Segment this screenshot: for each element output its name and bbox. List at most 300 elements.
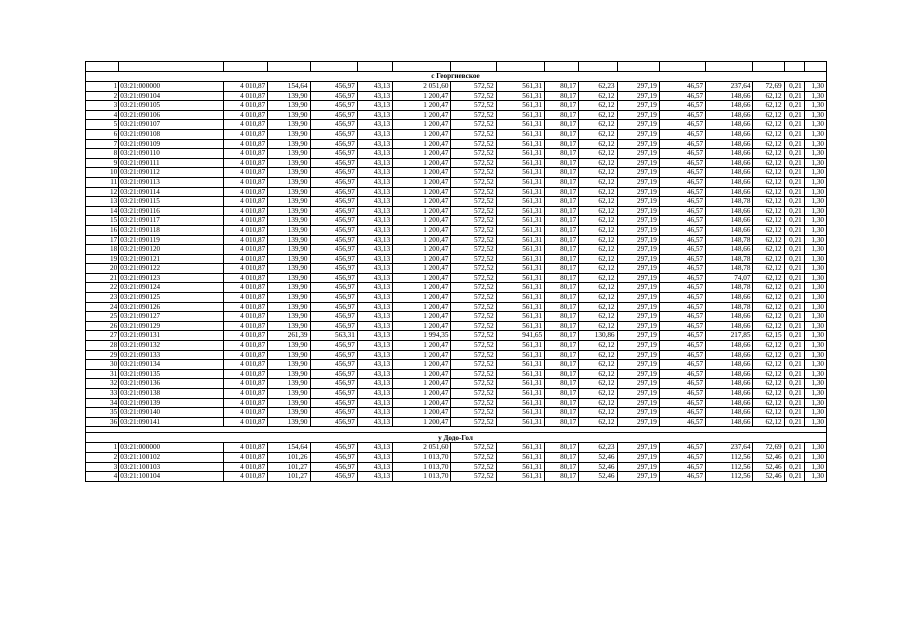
table-row — [86, 321, 827, 331]
value-cell: 62,12 — [753, 187, 784, 197]
table-row — [86, 331, 827, 341]
value-cell: 139,90 — [268, 417, 310, 427]
value-cell: 62,12 — [579, 312, 617, 322]
table-row — [86, 187, 827, 197]
value-cell: 148,78 — [706, 302, 753, 312]
value-cell: 139,90 — [268, 225, 310, 235]
value-cell: 46,57 — [659, 149, 705, 159]
value-cell: 62,12 — [579, 369, 617, 379]
value-cell: 297,19 — [617, 216, 659, 226]
value-cell: 148,66 — [706, 206, 753, 216]
value-cell: 297,19 — [617, 379, 659, 389]
value-cell: 297,19 — [617, 206, 659, 216]
value-cell: 4 010,87 — [223, 417, 267, 427]
value-cell: 62,12 — [753, 235, 784, 245]
value-cell: 456,97 — [310, 302, 357, 312]
value-cell: 4 010,87 — [223, 197, 267, 207]
value-cell: 62,12 — [579, 273, 617, 283]
value-cell: 148,66 — [706, 120, 753, 130]
value-cell: 4 010,87 — [223, 110, 267, 120]
value-cell: 1 200,47 — [393, 389, 451, 399]
value-cell: 43,13 — [357, 216, 392, 226]
value-cell: 561,31 — [496, 443, 544, 453]
value-cell: 572,52 — [451, 168, 496, 178]
value-cell: 297,19 — [617, 341, 659, 351]
value-cell: 1,30 — [804, 254, 826, 264]
value-cell: 297,19 — [617, 360, 659, 370]
value-cell: 456,97 — [310, 398, 357, 408]
row-number: 13 — [86, 197, 119, 207]
value-cell: 1 200,47 — [393, 312, 451, 322]
value-cell: 148,78 — [706, 235, 753, 245]
value-cell: 1 200,47 — [393, 254, 451, 264]
value-cell: 62,12 — [579, 245, 617, 255]
cadastral-code: 03:21:100102 — [119, 452, 224, 462]
value-cell: 572,52 — [451, 158, 496, 168]
value-cell: 572,52 — [451, 293, 496, 303]
value-cell: 80,17 — [545, 187, 579, 197]
value-cell: 0,21 — [784, 216, 804, 226]
value-cell: 148,66 — [706, 139, 753, 149]
value-cell: 561,31 — [496, 82, 544, 92]
header-cell — [268, 62, 310, 72]
tariff-sheet — [85, 61, 827, 482]
value-cell: 1,30 — [804, 149, 826, 159]
row-number: 2 — [86, 91, 119, 101]
value-cell: 297,19 — [617, 350, 659, 360]
row-number: 16 — [86, 225, 119, 235]
cadastral-code: 03:21:000000 — [119, 443, 224, 453]
value-cell: 112,56 — [706, 452, 753, 462]
value-cell: 43,13 — [357, 139, 392, 149]
table-row — [86, 110, 827, 120]
cadastral-code: 03:21:090125 — [119, 293, 224, 303]
table-body — [86, 62, 827, 482]
value-cell: 561,31 — [496, 417, 544, 427]
value-cell: 0,21 — [784, 149, 804, 159]
value-cell: 0,21 — [784, 110, 804, 120]
value-cell: 0,21 — [784, 283, 804, 293]
value-cell: 1,30 — [804, 168, 826, 178]
value-cell: 561,31 — [496, 283, 544, 293]
value-cell: 62,12 — [753, 254, 784, 264]
value-cell: 62,12 — [753, 369, 784, 379]
section-title: с Георгиевское — [86, 72, 827, 82]
value-cell: 0,21 — [784, 120, 804, 130]
row-number: 8 — [86, 149, 119, 159]
value-cell: 1,30 — [804, 369, 826, 379]
value-cell: 80,17 — [545, 168, 579, 178]
value-cell: 139,90 — [268, 139, 310, 149]
value-cell: 297,19 — [617, 101, 659, 111]
value-cell: 43,13 — [357, 101, 392, 111]
value-cell: 572,52 — [451, 273, 496, 283]
value-cell: 80,17 — [545, 360, 579, 370]
cadastral-code: 03:21:090140 — [119, 408, 224, 418]
value-cell: 62,12 — [579, 283, 617, 293]
value-cell: 561,31 — [496, 398, 544, 408]
value-cell: 43,13 — [357, 197, 392, 207]
value-cell: 62,12 — [579, 91, 617, 101]
value-cell: 46,57 — [659, 331, 705, 341]
value-cell: 80,17 — [545, 389, 579, 399]
value-cell: 139,90 — [268, 350, 310, 360]
value-cell: 4 010,87 — [223, 177, 267, 187]
value-cell: 297,19 — [617, 168, 659, 178]
value-cell: 80,17 — [545, 129, 579, 139]
cadastral-code: 03:21:090138 — [119, 389, 224, 399]
value-cell: 297,19 — [617, 225, 659, 235]
value-cell: 62,12 — [753, 139, 784, 149]
value-cell: 297,19 — [617, 443, 659, 453]
value-cell: 0,21 — [784, 350, 804, 360]
value-cell: 4 010,87 — [223, 293, 267, 303]
value-cell: 43,13 — [357, 264, 392, 274]
value-cell: 52,46 — [579, 452, 617, 462]
cadastral-code: 03:21:090118 — [119, 225, 224, 235]
value-cell: 62,12 — [753, 360, 784, 370]
value-cell: 46,57 — [659, 197, 705, 207]
value-cell: 297,19 — [617, 158, 659, 168]
value-cell: 572,52 — [451, 379, 496, 389]
value-cell: 297,19 — [617, 302, 659, 312]
row-number: 9 — [86, 158, 119, 168]
value-cell: 80,17 — [545, 216, 579, 226]
cadastral-code: 03:21:090126 — [119, 302, 224, 312]
value-cell: 0,21 — [784, 197, 804, 207]
table-row — [86, 408, 827, 418]
value-cell: 572,52 — [451, 82, 496, 92]
value-cell: 1,30 — [804, 101, 826, 111]
value-cell: 456,97 — [310, 472, 357, 482]
value-cell: 43,13 — [357, 82, 392, 92]
value-cell: 46,57 — [659, 350, 705, 360]
value-cell: 80,17 — [545, 254, 579, 264]
value-cell: 1,30 — [804, 331, 826, 341]
value-cell: 43,13 — [357, 293, 392, 303]
row-number: 1 — [86, 82, 119, 92]
value-cell: 456,97 — [310, 82, 357, 92]
value-cell: 46,57 — [659, 91, 705, 101]
value-cell: 148,66 — [706, 168, 753, 178]
value-cell: 572,52 — [451, 120, 496, 130]
value-cell: 456,97 — [310, 139, 357, 149]
value-cell: 46,57 — [659, 283, 705, 293]
row-number: 3 — [86, 101, 119, 111]
value-cell: 456,97 — [310, 245, 357, 255]
value-cell: 297,19 — [617, 273, 659, 283]
value-cell: 46,57 — [659, 168, 705, 178]
value-cell: 1,30 — [804, 417, 826, 427]
value-cell: 561,31 — [496, 312, 544, 322]
value-cell: 139,90 — [268, 283, 310, 293]
cadastral-code: 03:21:090141 — [119, 417, 224, 427]
value-cell: 139,90 — [268, 341, 310, 351]
value-cell: 561,31 — [496, 293, 544, 303]
row-number: 5 — [86, 120, 119, 130]
value-cell: 456,97 — [310, 312, 357, 322]
value-cell: 80,17 — [545, 379, 579, 389]
value-cell: 1 200,47 — [393, 408, 451, 418]
value-cell: 43,13 — [357, 341, 392, 351]
value-cell: 148,66 — [706, 187, 753, 197]
value-cell: 46,57 — [659, 187, 705, 197]
row-number: 36 — [86, 417, 119, 427]
value-cell: 4 010,87 — [223, 187, 267, 197]
value-cell: 456,97 — [310, 369, 357, 379]
value-cell: 139,90 — [268, 206, 310, 216]
value-cell: 572,52 — [451, 264, 496, 274]
value-cell: 62,23 — [579, 82, 617, 92]
value-cell: 297,19 — [617, 91, 659, 101]
value-cell: 561,31 — [496, 264, 544, 274]
value-cell: 62,12 — [753, 149, 784, 159]
value-cell: 139,90 — [268, 245, 310, 255]
value-cell: 80,17 — [545, 321, 579, 331]
value-cell: 52,46 — [579, 472, 617, 482]
value-cell: 62,12 — [753, 350, 784, 360]
value-cell: 561,31 — [496, 254, 544, 264]
cadastral-code: 03:21:090117 — [119, 216, 224, 226]
value-cell: 572,52 — [451, 341, 496, 351]
value-cell: 0,21 — [784, 129, 804, 139]
value-cell: 52,46 — [753, 452, 784, 462]
table-row — [86, 168, 827, 178]
value-cell: 4 010,87 — [223, 273, 267, 283]
value-cell: 297,19 — [617, 245, 659, 255]
value-cell: 456,97 — [310, 283, 357, 293]
cadastral-code: 03:21:090112 — [119, 168, 224, 178]
value-cell: 1,30 — [804, 139, 826, 149]
value-cell: 4 010,87 — [223, 369, 267, 379]
value-cell: 4 010,87 — [223, 139, 267, 149]
value-cell: 80,17 — [545, 139, 579, 149]
value-cell: 0,21 — [784, 187, 804, 197]
cadastral-code: 03:21:090115 — [119, 197, 224, 207]
cadastral-code: 03:21:090129 — [119, 321, 224, 331]
value-cell: 4 010,87 — [223, 245, 267, 255]
value-cell: 1 200,47 — [393, 235, 451, 245]
value-cell: 4 010,87 — [223, 129, 267, 139]
value-cell: 561,31 — [496, 149, 544, 159]
cadastral-code: 03:21:100104 — [119, 472, 224, 482]
value-cell: 4 010,87 — [223, 408, 267, 418]
cadastral-code: 03:21:090134 — [119, 360, 224, 370]
value-cell: 1,30 — [804, 452, 826, 462]
cadastral-code: 03:21:090127 — [119, 312, 224, 322]
cadastral-code: 03:21:090110 — [119, 149, 224, 159]
value-cell: 0,21 — [784, 417, 804, 427]
row-number: 7 — [86, 139, 119, 149]
value-cell: 46,57 — [659, 379, 705, 389]
value-cell: 1 200,47 — [393, 120, 451, 130]
value-cell: 46,57 — [659, 110, 705, 120]
value-cell: 297,19 — [617, 452, 659, 462]
value-cell: 297,19 — [617, 389, 659, 399]
value-cell: 561,31 — [496, 168, 544, 178]
value-cell: 52,46 — [579, 462, 617, 472]
value-cell: 43,13 — [357, 110, 392, 120]
value-cell: 148,66 — [706, 360, 753, 370]
value-cell: 43,13 — [357, 187, 392, 197]
cadastral-code: 03:21:090108 — [119, 129, 224, 139]
value-cell: 297,19 — [617, 254, 659, 264]
value-cell: 1 200,47 — [393, 168, 451, 178]
value-cell: 297,19 — [617, 82, 659, 92]
value-cell: 561,31 — [496, 302, 544, 312]
value-cell: 139,90 — [268, 197, 310, 207]
value-cell: 572,52 — [451, 443, 496, 453]
value-cell: 80,17 — [545, 110, 579, 120]
value-cell: 139,90 — [268, 379, 310, 389]
value-cell: 62,12 — [579, 129, 617, 139]
value-cell: 1 200,47 — [393, 350, 451, 360]
table-row — [86, 139, 827, 149]
value-cell: 148,78 — [706, 283, 753, 293]
value-cell: 297,19 — [617, 110, 659, 120]
value-cell: 456,97 — [310, 443, 357, 453]
value-cell: 572,52 — [451, 331, 496, 341]
header-cell — [784, 62, 804, 72]
row-number: 27 — [86, 331, 119, 341]
table-row — [86, 443, 827, 453]
table-row — [86, 398, 827, 408]
value-cell: 297,19 — [617, 139, 659, 149]
section-title-row — [86, 72, 827, 82]
value-cell: 1,30 — [804, 273, 826, 283]
value-cell: 46,57 — [659, 254, 705, 264]
header-cell — [393, 62, 451, 72]
value-cell: 0,21 — [784, 408, 804, 418]
header-cell — [804, 62, 826, 72]
value-cell: 4 010,87 — [223, 443, 267, 453]
value-cell: 456,97 — [310, 149, 357, 159]
value-cell: 148,66 — [706, 293, 753, 303]
value-cell: 62,12 — [753, 408, 784, 418]
table-row — [86, 206, 827, 216]
value-cell: 62,12 — [753, 312, 784, 322]
header-cell — [753, 62, 784, 72]
table-row — [86, 158, 827, 168]
value-cell: 80,17 — [545, 350, 579, 360]
value-cell: 4 010,87 — [223, 149, 267, 159]
value-cell: 62,12 — [579, 341, 617, 351]
value-cell: 139,90 — [268, 235, 310, 245]
cadastral-code: 03:21:090139 — [119, 398, 224, 408]
value-cell: 62,12 — [579, 321, 617, 331]
value-cell: 572,52 — [451, 360, 496, 370]
value-cell: 4 010,87 — [223, 216, 267, 226]
value-cell: 43,13 — [357, 225, 392, 235]
value-cell: 139,90 — [268, 129, 310, 139]
value-cell: 1,30 — [804, 408, 826, 418]
value-cell: 46,57 — [659, 462, 705, 472]
table-row — [86, 452, 827, 462]
value-cell: 46,57 — [659, 452, 705, 462]
value-cell: 4 010,87 — [223, 101, 267, 111]
value-cell: 46,57 — [659, 273, 705, 283]
value-cell: 72,69 — [753, 82, 784, 92]
row-number: 33 — [86, 389, 119, 399]
value-cell: 62,12 — [753, 302, 784, 312]
value-cell: 148,66 — [706, 158, 753, 168]
value-cell: 1 994,35 — [393, 331, 451, 341]
value-cell: 62,12 — [753, 91, 784, 101]
value-cell: 43,13 — [357, 452, 392, 462]
value-cell: 0,21 — [784, 312, 804, 322]
table-row — [86, 389, 827, 399]
table-row — [86, 360, 827, 370]
value-cell: 561,31 — [496, 129, 544, 139]
cadastral-code: 03:21:090132 — [119, 341, 224, 351]
value-cell: 1 200,47 — [393, 177, 451, 187]
value-cell: 80,17 — [545, 149, 579, 159]
value-cell: 1 200,47 — [393, 321, 451, 331]
value-cell: 297,19 — [617, 462, 659, 472]
value-cell: 62,12 — [579, 101, 617, 111]
row-number: 10 — [86, 168, 119, 178]
cadastral-code: 03:21:090111 — [119, 158, 224, 168]
value-cell: 456,97 — [310, 254, 357, 264]
value-cell: 572,52 — [451, 245, 496, 255]
value-cell: 456,97 — [310, 197, 357, 207]
value-cell: 46,57 — [659, 360, 705, 370]
cadastral-code: 03:21:090105 — [119, 101, 224, 111]
value-cell: 0,21 — [784, 101, 804, 111]
value-cell: 237,64 — [706, 443, 753, 453]
value-cell: 43,13 — [357, 417, 392, 427]
value-cell: 456,97 — [310, 216, 357, 226]
value-cell: 46,57 — [659, 245, 705, 255]
header-cell — [451, 62, 496, 72]
value-cell: 62,12 — [579, 417, 617, 427]
value-cell: 1 200,47 — [393, 341, 451, 351]
value-cell: 148,66 — [706, 129, 753, 139]
cadastral-code: 03:21:090121 — [119, 254, 224, 264]
value-cell: 561,31 — [496, 91, 544, 101]
value-cell: 456,97 — [310, 120, 357, 130]
value-cell: 1 013,70 — [393, 462, 451, 472]
value-cell: 46,57 — [659, 82, 705, 92]
value-cell: 1,30 — [804, 379, 826, 389]
value-cell: 297,19 — [617, 331, 659, 341]
value-cell: 62,12 — [579, 398, 617, 408]
value-cell: 62,12 — [579, 110, 617, 120]
value-cell: 561,31 — [496, 273, 544, 283]
value-cell: 43,13 — [357, 206, 392, 216]
value-cell: 62,12 — [753, 225, 784, 235]
row-number: 15 — [86, 216, 119, 226]
value-cell: 62,12 — [579, 187, 617, 197]
value-cell: 62,12 — [579, 168, 617, 178]
value-cell: 43,13 — [357, 408, 392, 418]
row-number: 1 — [86, 443, 119, 453]
value-cell: 62,12 — [753, 158, 784, 168]
value-cell: 80,17 — [545, 82, 579, 92]
table-row — [86, 379, 827, 389]
value-cell: 139,90 — [268, 110, 310, 120]
value-cell: 101,26 — [268, 452, 310, 462]
value-cell: 1 200,47 — [393, 398, 451, 408]
value-cell: 80,17 — [545, 177, 579, 187]
row-number: 6 — [86, 129, 119, 139]
value-cell: 62,12 — [579, 225, 617, 235]
value-cell: 1,30 — [804, 197, 826, 207]
table-row — [86, 312, 827, 322]
section-title: у Додо-Гол — [86, 433, 827, 443]
value-cell: 572,52 — [451, 149, 496, 159]
value-cell: 561,31 — [496, 245, 544, 255]
